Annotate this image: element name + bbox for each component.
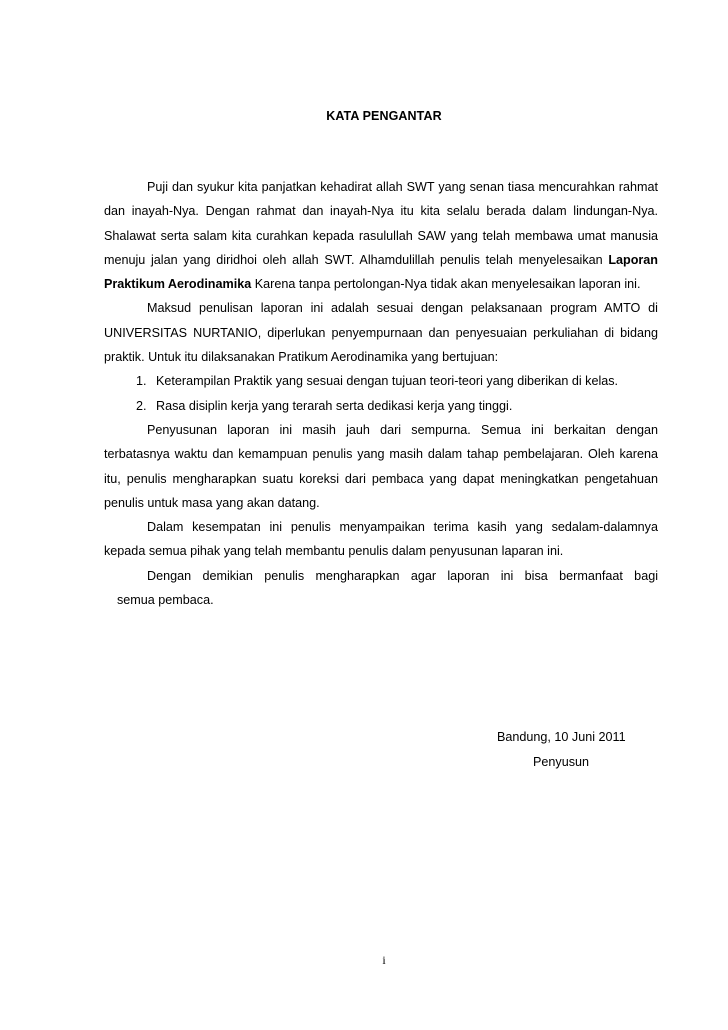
- list-item-number: 1.: [136, 374, 147, 389]
- paragraph-closing: [104, 564, 658, 613]
- paragraph-intro: [104, 175, 658, 296]
- list-item-text: Keterampilan Praktik yang sesuai dengan tujuan teori-teori yang diberikan di kelas.: [156, 374, 619, 389]
- paragraph-intro-text-end: Karena tanpa pertolongan-Nya tidak akan menyelesaikan laporan ini.: [251, 277, 641, 292]
- list-item: [104, 369, 658, 393]
- list-item: [104, 394, 658, 418]
- signature-block: [497, 725, 626, 775]
- paragraph-purpose: Maksud penulisan laporan ini adalah sesuai dengan pelaksanaan program AMTO di UNIVERSITAS NURTANIO, diperlukan penyempurnaan dan penyesuaian perkuliahan di bidang praktik. Untuk itu dilaksanakan Pratikum Aerodinamika yang bertujuan:: [104, 301, 658, 365]
- report-title-bold: Laporan Praktikum Aerodinamika: [104, 252, 658, 292]
- signature-author: Penyusun: [533, 755, 590, 769]
- list-item-text: Rasa disiplin kerja yang terarah serta dedikasi kerja yang tinggi.: [156, 398, 513, 413]
- document-body: [104, 175, 658, 612]
- paragraph-closing-line1: Dengan demikian penulis mengharapkan agar laporan ini bisa bermanfaat bagi: [147, 568, 658, 583]
- paragraph-intro-text: Puji dan syukur kita panjatkan kehadirat allah SWT yang senan tiasa mencurahkan rahmat dan inayah-Nya. Dengan rahmat dan inayah-Nya itu kita selalu berada dalam lindungan-Nya. Shalawat serta salam kita curahkan kepada rasulullah SAW yang telah membawa umat manusia menuju jalan yang diridhoi oleh allah SWT. Alhamdulillah penulis telah menyelesaikan: [104, 180, 658, 267]
- paragraph-limitations: Penyusunan laporan ini masih jauh dari sempurna. Semua ini berkaitan dengan terbatasnya waktu dan kemampuan penulis yang masih dalam tahap pembelajaran. Oleh karena itu, penulis mengharapkan suatu koreksi dari pembaca yang dapat meningkatkan pengetahuan penulis untuk masa yang akan datang.: [104, 422, 658, 510]
- page-title: KATA PENGANTAR: [326, 109, 442, 123]
- objectives-list: [104, 369, 658, 418]
- signature-place-date: Bandung, 10 Juni 2011: [497, 730, 626, 744]
- page-number: i: [382, 953, 386, 967]
- paragraph-thanks: Dalam kesempatan ini penulis menyampaikan terima kasih yang sedalam-dalamnya kepada semua pihak yang telah membantu penulis dalam penyusunan laparan ini.: [104, 520, 658, 559]
- list-item-number: 2.: [136, 398, 147, 413]
- paragraph-closing-line2: semua pembaca.: [117, 593, 214, 608]
